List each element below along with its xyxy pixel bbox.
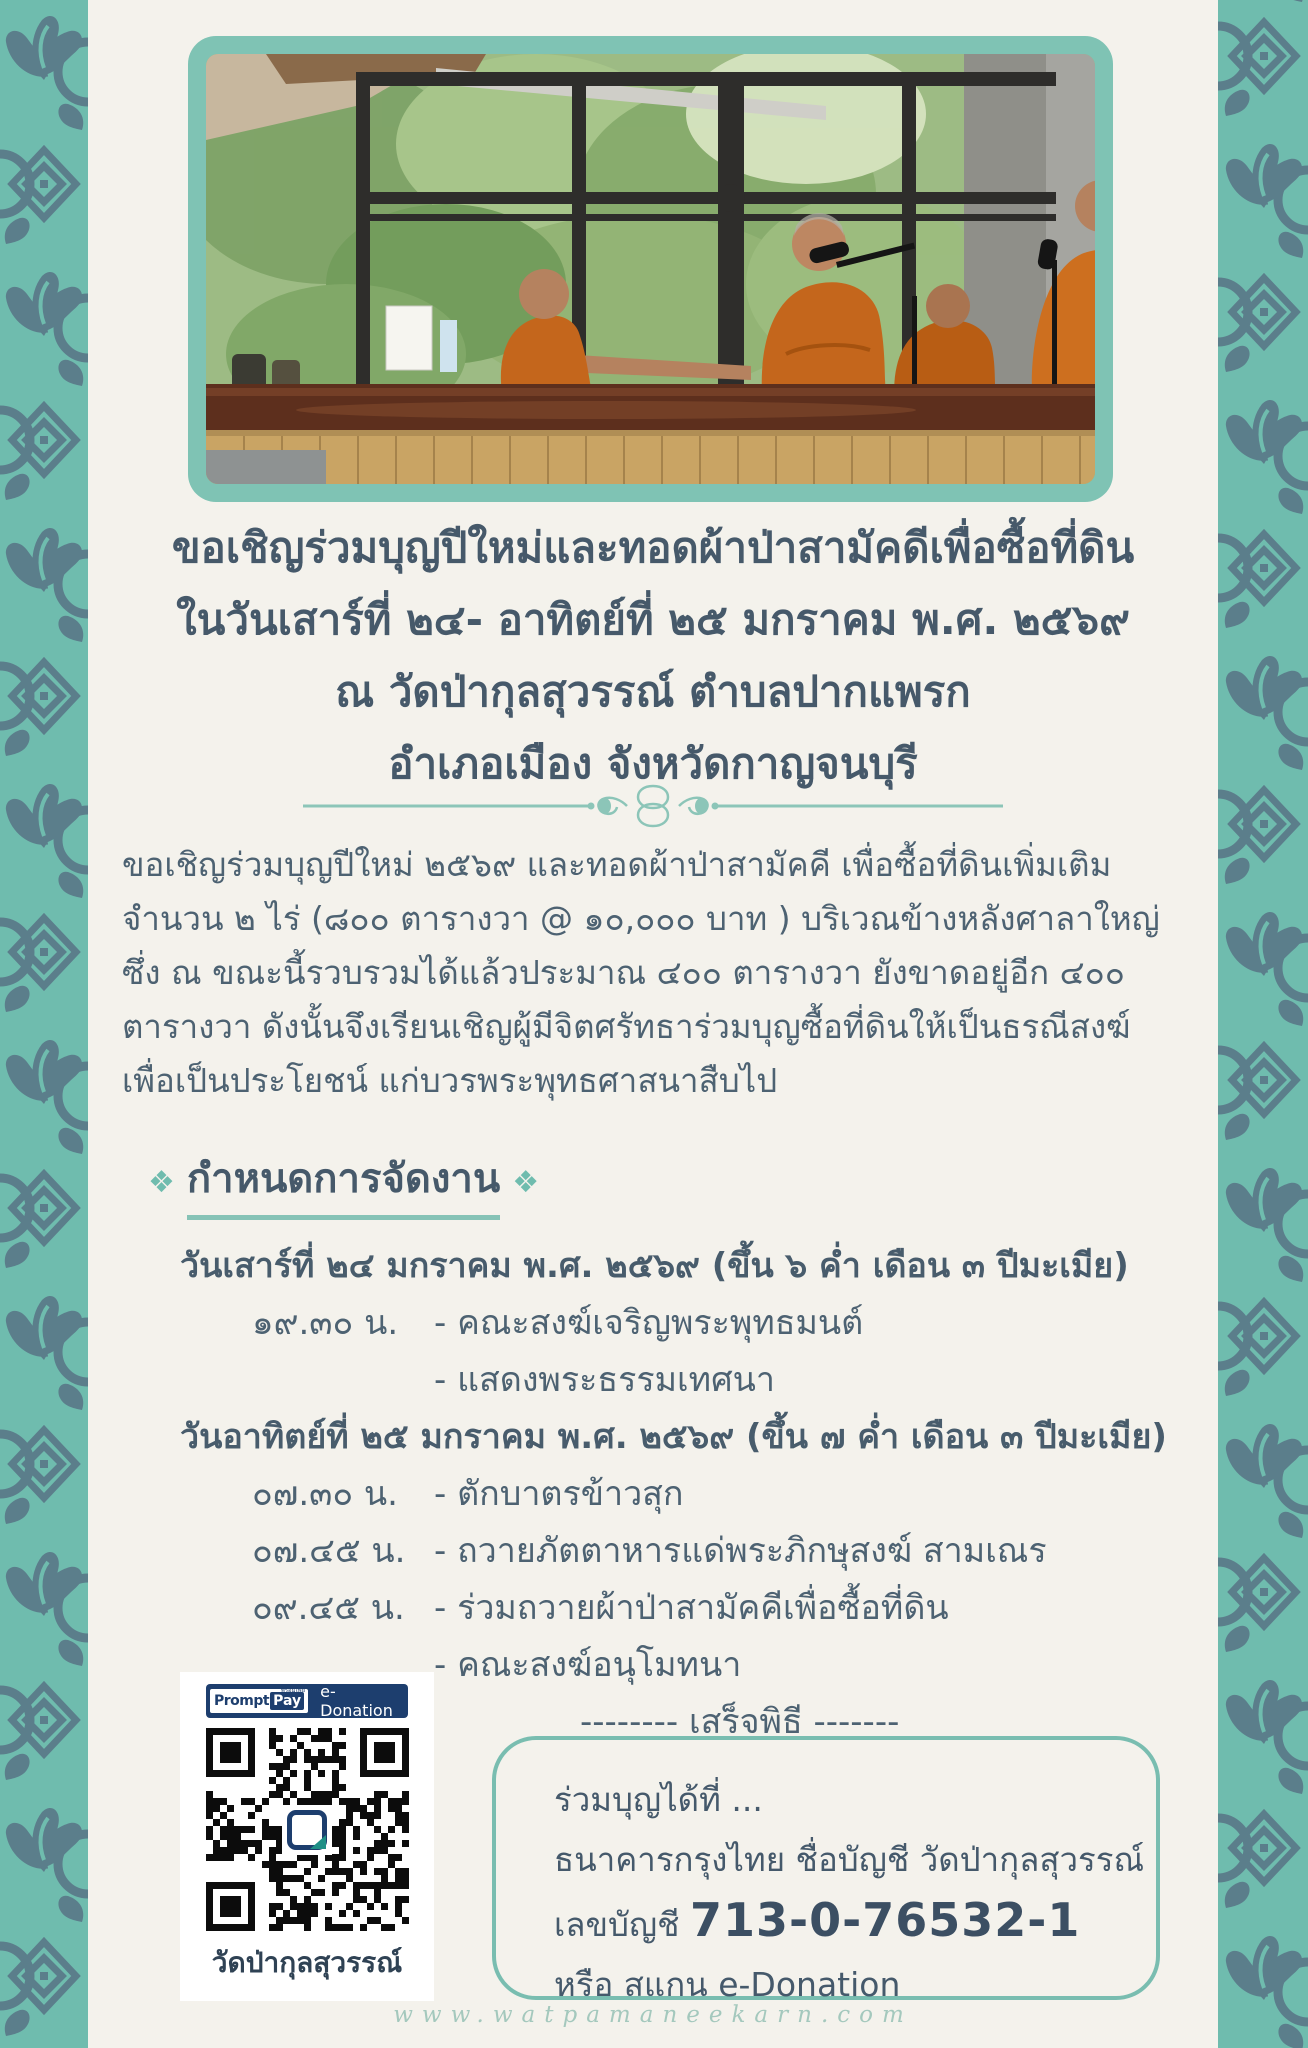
schedule-row [88,1466,1218,1523]
schedule-row [88,1409,1218,1466]
schedule-section [88,1146,1218,1751]
intro-line: เพื่อเป็นประโยชน์ แก่บวรพระพุทธศาสนาสืบไป [122,1061,778,1100]
promptpay-prompt-label: Prompt [214,1693,270,1709]
flourish-divider [88,774,1218,842]
schedule-activity: วันเสาร์ที่ ๒๔ มกราคม พ.ศ. ๒๕๖๙ (ขึ้น ๖ ค่ำ เดือน ๓ ปีมะเมีย) [180,1246,1129,1286]
schedule-activity: วันอาทิตย์ที่ ๒๕ มกราคม พ.ศ. ๒๕๖๙ (ขึ้น ๗ ค่ำ เดือน ๓ ปีมะเมีย) [180,1417,1167,1457]
intro-line: ตารางวา ดังนั้นจึงเรียนเชิญผู้มีจิตศรัทธาร่วมบุญซื้อที่ดินให้เป็นธรณีสงฆ์ [122,1007,1131,1046]
schedule-activity: - คณะสงฆ์อนุโมทนา [434,1645,742,1685]
schedule-activity: - แสดงพระธรรมเทศนา [434,1360,775,1400]
account-number: 713-0-76532-1 [690,1893,1081,1947]
promptpay-pay-label: Pay [270,1692,304,1710]
schedule-title-row [88,1146,1218,1220]
schedule-activity: - ตักบาตรข้าวสุก [434,1474,684,1514]
headline-line: ในวันเสาร์ที่ ๒๔- อาทิตย์ที่ ๒๕ มกราคม พ.ศ. ๒๕๖๙ [176,595,1130,644]
schedule-time: ๐๗.๓๐ น. [252,1474,398,1514]
intro-line: จำนวน ๒ ไร่ (๘๐๐ ตารางวา @ ๑๐,๐๐๐ บาท ) บริเวณข้างหลังศาลาใหญ่ [122,899,1160,938]
qr-code [206,1728,409,1931]
diamond-ornament-icon: ❖ [512,1165,540,1200]
donation-scan-line: หรือ สแกน e-Donation [554,1965,901,2004]
schedule-row [88,1352,1218,1409]
donation-info-box [492,1736,1160,2004]
intro-paragraph [122,838,1188,1108]
schedule-activity: - คณะสงฆ์เจริญพระพุทธมนต์ [434,1303,864,1343]
edonation-label: e-Donation [320,1684,393,1718]
headline-line: ณ วัดป่ากุลสุวรรณ์ ตำบลปากแพรก [335,667,971,716]
divider-flourish-icon [303,774,1003,838]
intro-line: ซึ่ง ณ ขณะนี้รวบรวมได้แล้วประมาณ ๔๐๐ ตารางวา ยังขาดอยู่อีก ๔๐๐ [122,953,1125,992]
schedule-time: ๐๗.๔๕ น. [252,1531,406,1571]
schedule-activity: - ถวายภัตตาหารแด่พระภิกษุสงฆ์ สามเณร [434,1531,1047,1571]
promptpay-edonation-banner [206,1684,408,1718]
qr-donation-card [180,1672,434,2001]
donation-bank-line: ธนาคารกรุงไทย ชื่อบัญชี วัดป่ากุลสุวรรณ์ [554,1840,1145,1879]
diamond-ornament-icon: ❖ [148,1165,175,1200]
promptpay-logo [210,1689,308,1713]
promptpay-thai-label: พร้อมเพย์ [280,1687,306,1694]
schedule-time: ๑๙.๓๐ น. [252,1303,399,1343]
thai-pattern-right-border [1218,0,1308,2048]
schedule-title: กำหนดการจัดงาน [187,1146,500,1220]
thai-pattern-left-border [0,0,88,2048]
account-label: เลขบัญชี [554,1905,680,1944]
headline [88,512,1218,800]
ceremony-photo [206,54,1095,484]
schedule-row [88,1523,1218,1580]
schedule-time: ๐๙.๔๕ น. [252,1588,405,1628]
schedule-activity: - ร่วมถวายผ้าป่าสามัคคีเพื่อซื้อที่ดิน [434,1588,949,1628]
schedule-row [88,1580,1218,1637]
schedule-row [88,1238,1218,1295]
monks-ceremony-illustration [206,54,1095,484]
website-url: www.watpamaneekarn.com [393,2002,913,2028]
headline-line: อำเภอเมือง จังหวัดกาญจนบุรี [388,739,918,788]
intro-line: ขอเชิญร่วมบุญปีใหม่ ๒๕๖๙ และทอดผ้าป่าสามัคคี เพื่อซื้อที่ดินเพิ่มเติม [122,845,1112,884]
donation-account-line [554,1890,1156,1955]
headline-line: ขอเชิญร่วมบุญปีใหม่และทอดผ้าป่าสามัคดีเพื่อซื้อที่ดิน [171,523,1135,572]
schedule-row [88,1295,1218,1352]
poster-content [88,0,1218,2048]
ceremony-photo-frame [188,36,1113,502]
donation-intro: ร่วมบุญได้ที่ ... [554,1780,763,1819]
qr-center-logo-icon [282,1805,332,1855]
qr-caption: วัดป่ากุลสุวรรณ์ [211,1946,403,1979]
schedule-activity: -------- เสร็จพิธี ------- [580,1702,900,1742]
